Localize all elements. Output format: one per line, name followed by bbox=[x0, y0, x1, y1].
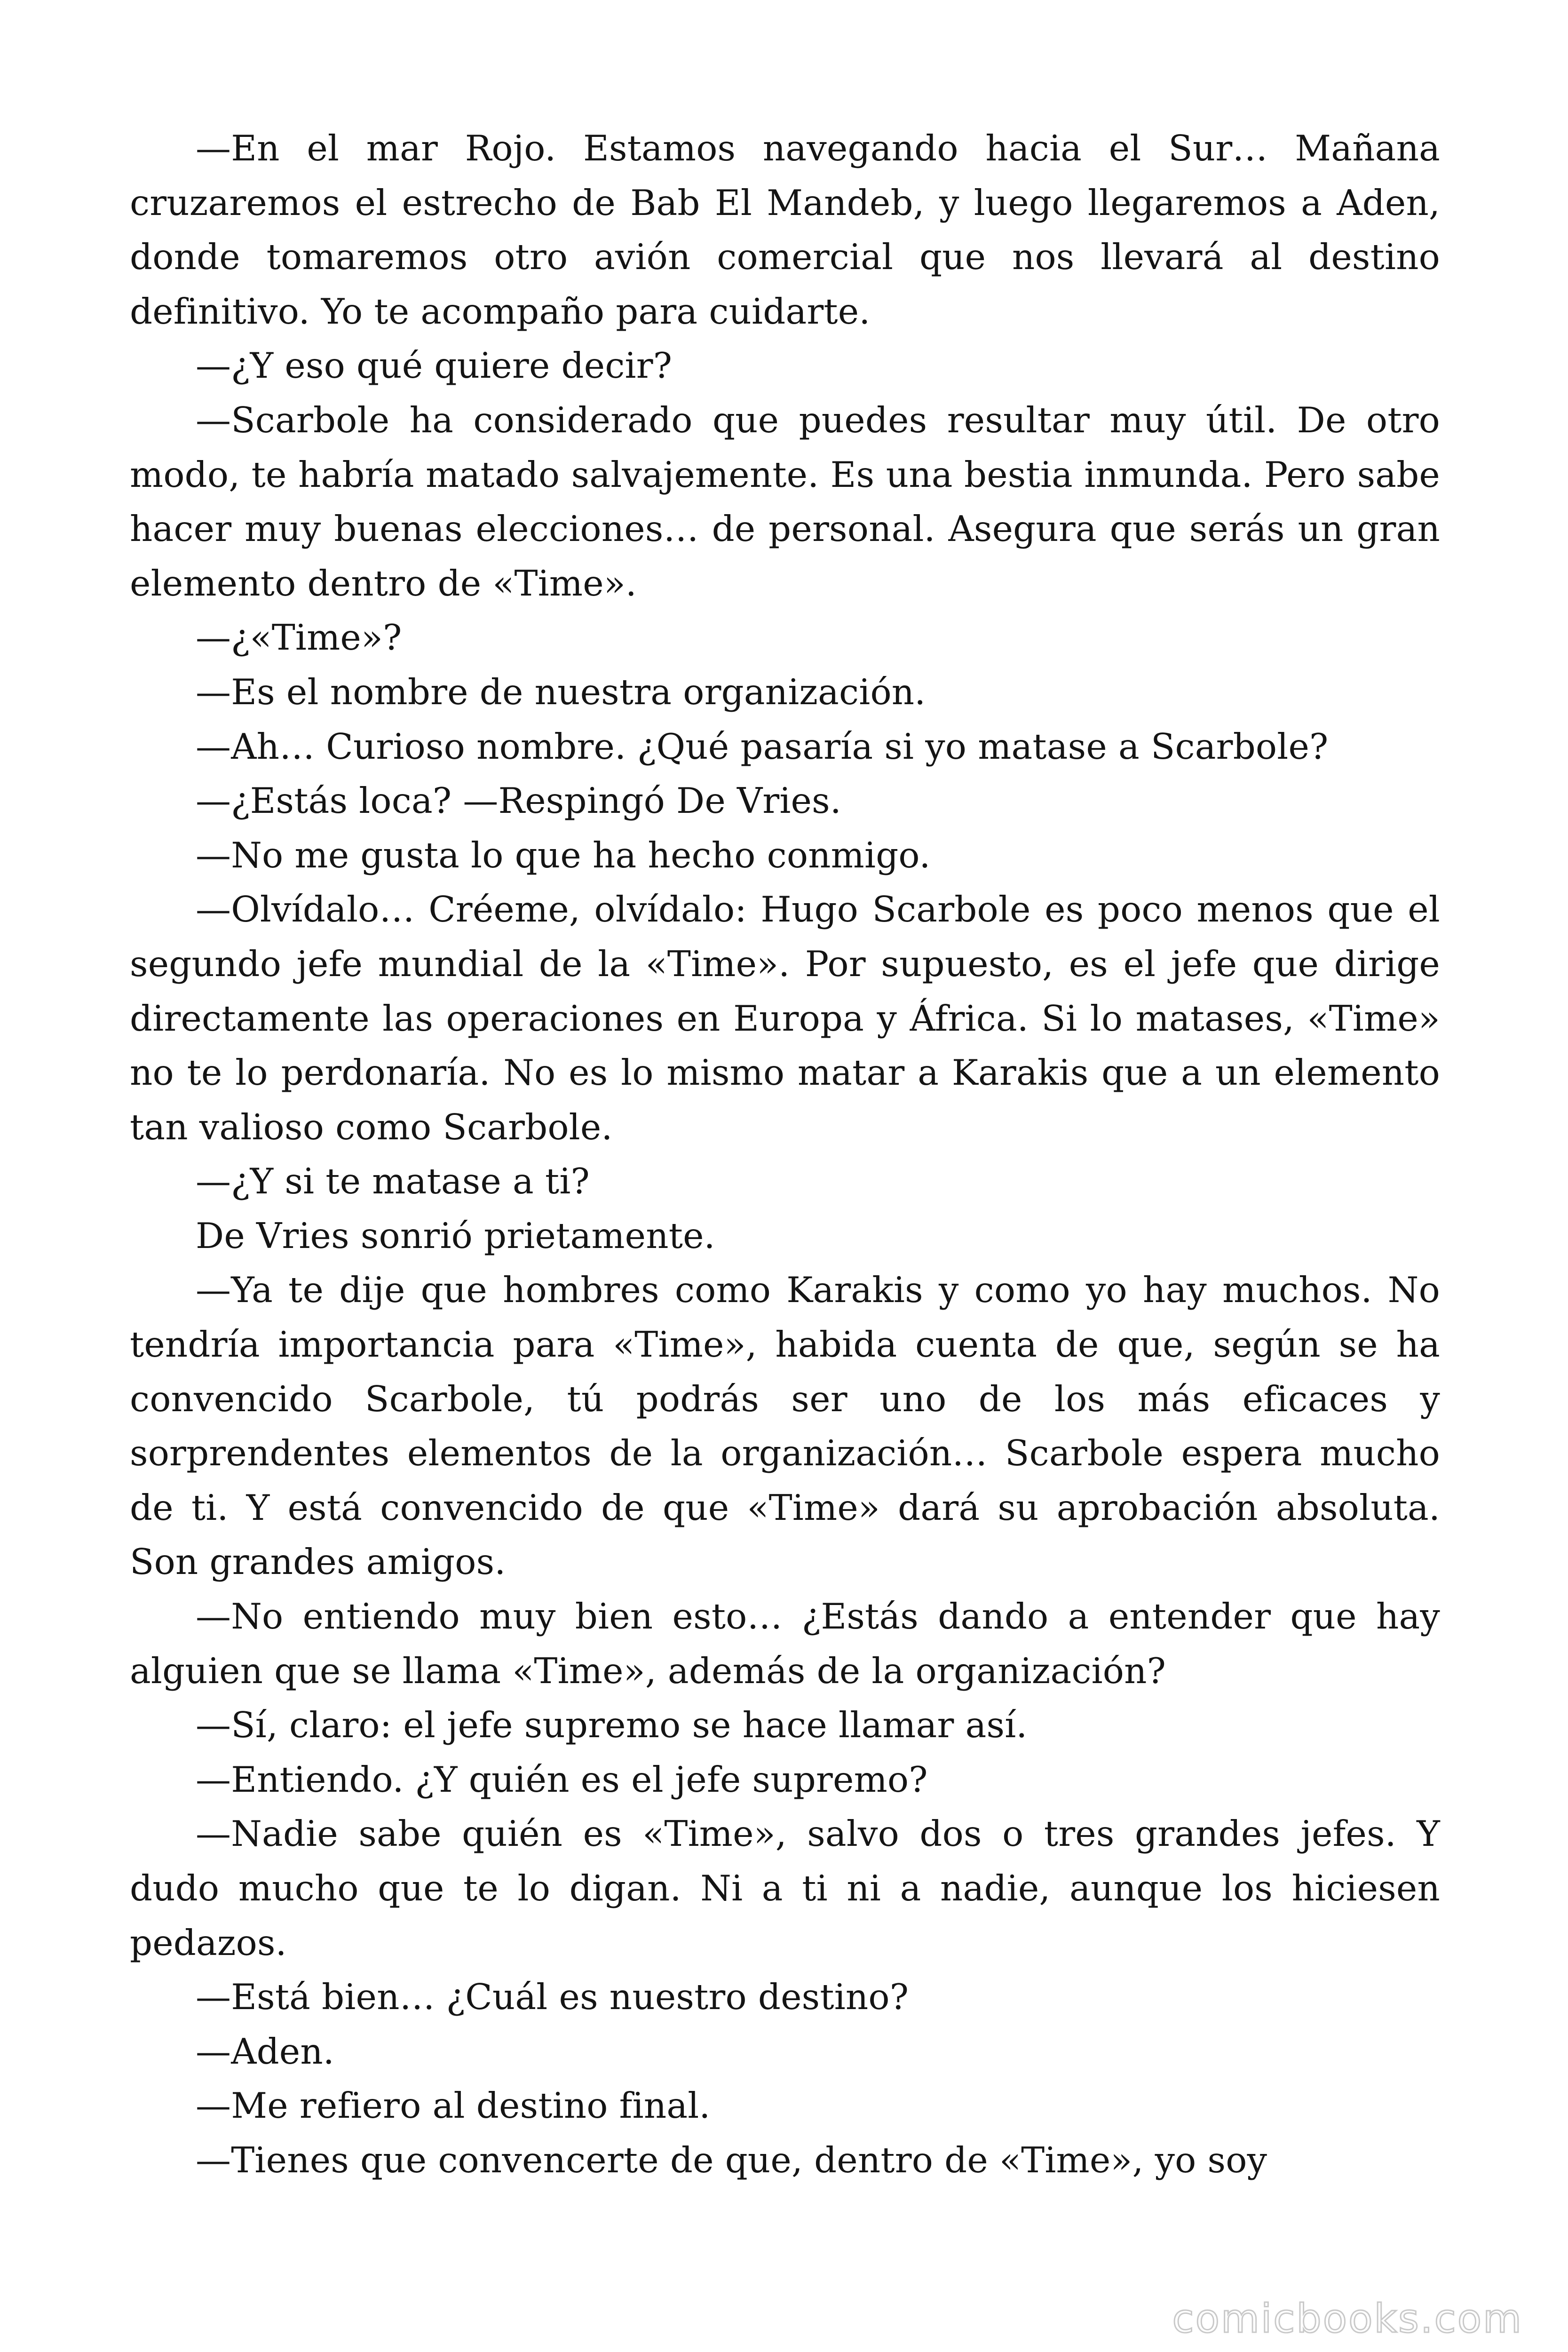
paragraph: —¿Y eso qué quiere decir? bbox=[196, 345, 673, 387]
paragraph: —Aden. bbox=[196, 2030, 334, 2072]
watermark: comicbooks.com bbox=[1172, 2296, 1523, 2342]
paragraph: —No entiendo muy bien esto… ¿Estás dando a entender que hay alguien que se llama «Time», además de la organización? bbox=[130, 1596, 1440, 1692]
paragraph: —Tienes que convencerte de que, dentro de «Time», yo soy bbox=[196, 2139, 1267, 2181]
paragraph: —Sí, claro: el jefe supremo se hace llamar así. bbox=[196, 1704, 1028, 1746]
paragraph: —Ah… Curioso nombre. ¿Qué pasaría si yo matase a Scarbole? bbox=[196, 725, 1329, 767]
paragraph: —Ya te dije que hombres como Karakis y como yo hay muchos. No tendría importancia para «Time», habida cuenta de que, según se ha convencido Scarbole, tú podrás ser uno de los más eficaces y sorprendentes elementos de la organización… Scarbole espera mucho de ti. Y está convencido de que «Time» dará su aprobación absoluta. Son grandes amigos. bbox=[130, 1269, 1440, 1583]
paragraph: —No me gusta lo que ha hecho conmigo. bbox=[196, 834, 931, 876]
paragraph: —Entiendo. ¿Y quién es el jefe supremo? bbox=[196, 1758, 928, 1800]
paragraph: —Es el nombre de nuestra organización. bbox=[196, 671, 926, 713]
paragraph: —Scarbole ha considerado que puedes resultar muy útil. De otro modo, te habría matado salvajemente. Es una bestia inmunda. Pero sabe hacer muy buenas elecciones… de personal. Asegura que serás un gran elemento dentro de «Time». bbox=[130, 399, 1440, 604]
paragraph: —¿Y si te matase a ti? bbox=[196, 1160, 590, 1202]
paragraph: De Vries sonrió prietamente. bbox=[196, 1215, 715, 1256]
paragraph: —Me refiero al destino final. bbox=[196, 2085, 711, 2127]
paragraph: —¿«Time»? bbox=[196, 617, 402, 659]
paragraph: —Olvídalo… Créeme, olvídalo: Hugo Scarbole es poco menos que el segundo jefe mundial de la «Time». Por supuesto, es el jefe que dirige directamente las operaciones en Europa y África. Si lo matases, «Time» no te lo perdonaría. No es lo mismo matar a Karakis que a un elemento tan valioso como Scarbole. bbox=[130, 889, 1440, 1148]
body-text bbox=[130, 121, 1440, 2188]
paragraph: —Está bien… ¿Cuál es nuestro destino? bbox=[196, 1976, 909, 2018]
paragraph: —¿Estás loca? —Respingó De Vries. bbox=[196, 780, 841, 822]
paragraph: —Nadie sabe quién es «Time», salvo dos o tres grandes jefes. Y dudo mucho que te lo digan. Ni a ti ni a nadie, aunque los hiciesen pedazos. bbox=[130, 1813, 1440, 1963]
paragraph: —En el mar Rojo. Estamos navegando hacia el Sur… Mañana cruzaremos el estrecho de Bab El Mandeb, y luego llegaremos a Aden, donde tomaremos otro avión comercial que nos llevará al destino definitivo. Yo te acompaño para cuidarte. bbox=[130, 127, 1440, 332]
